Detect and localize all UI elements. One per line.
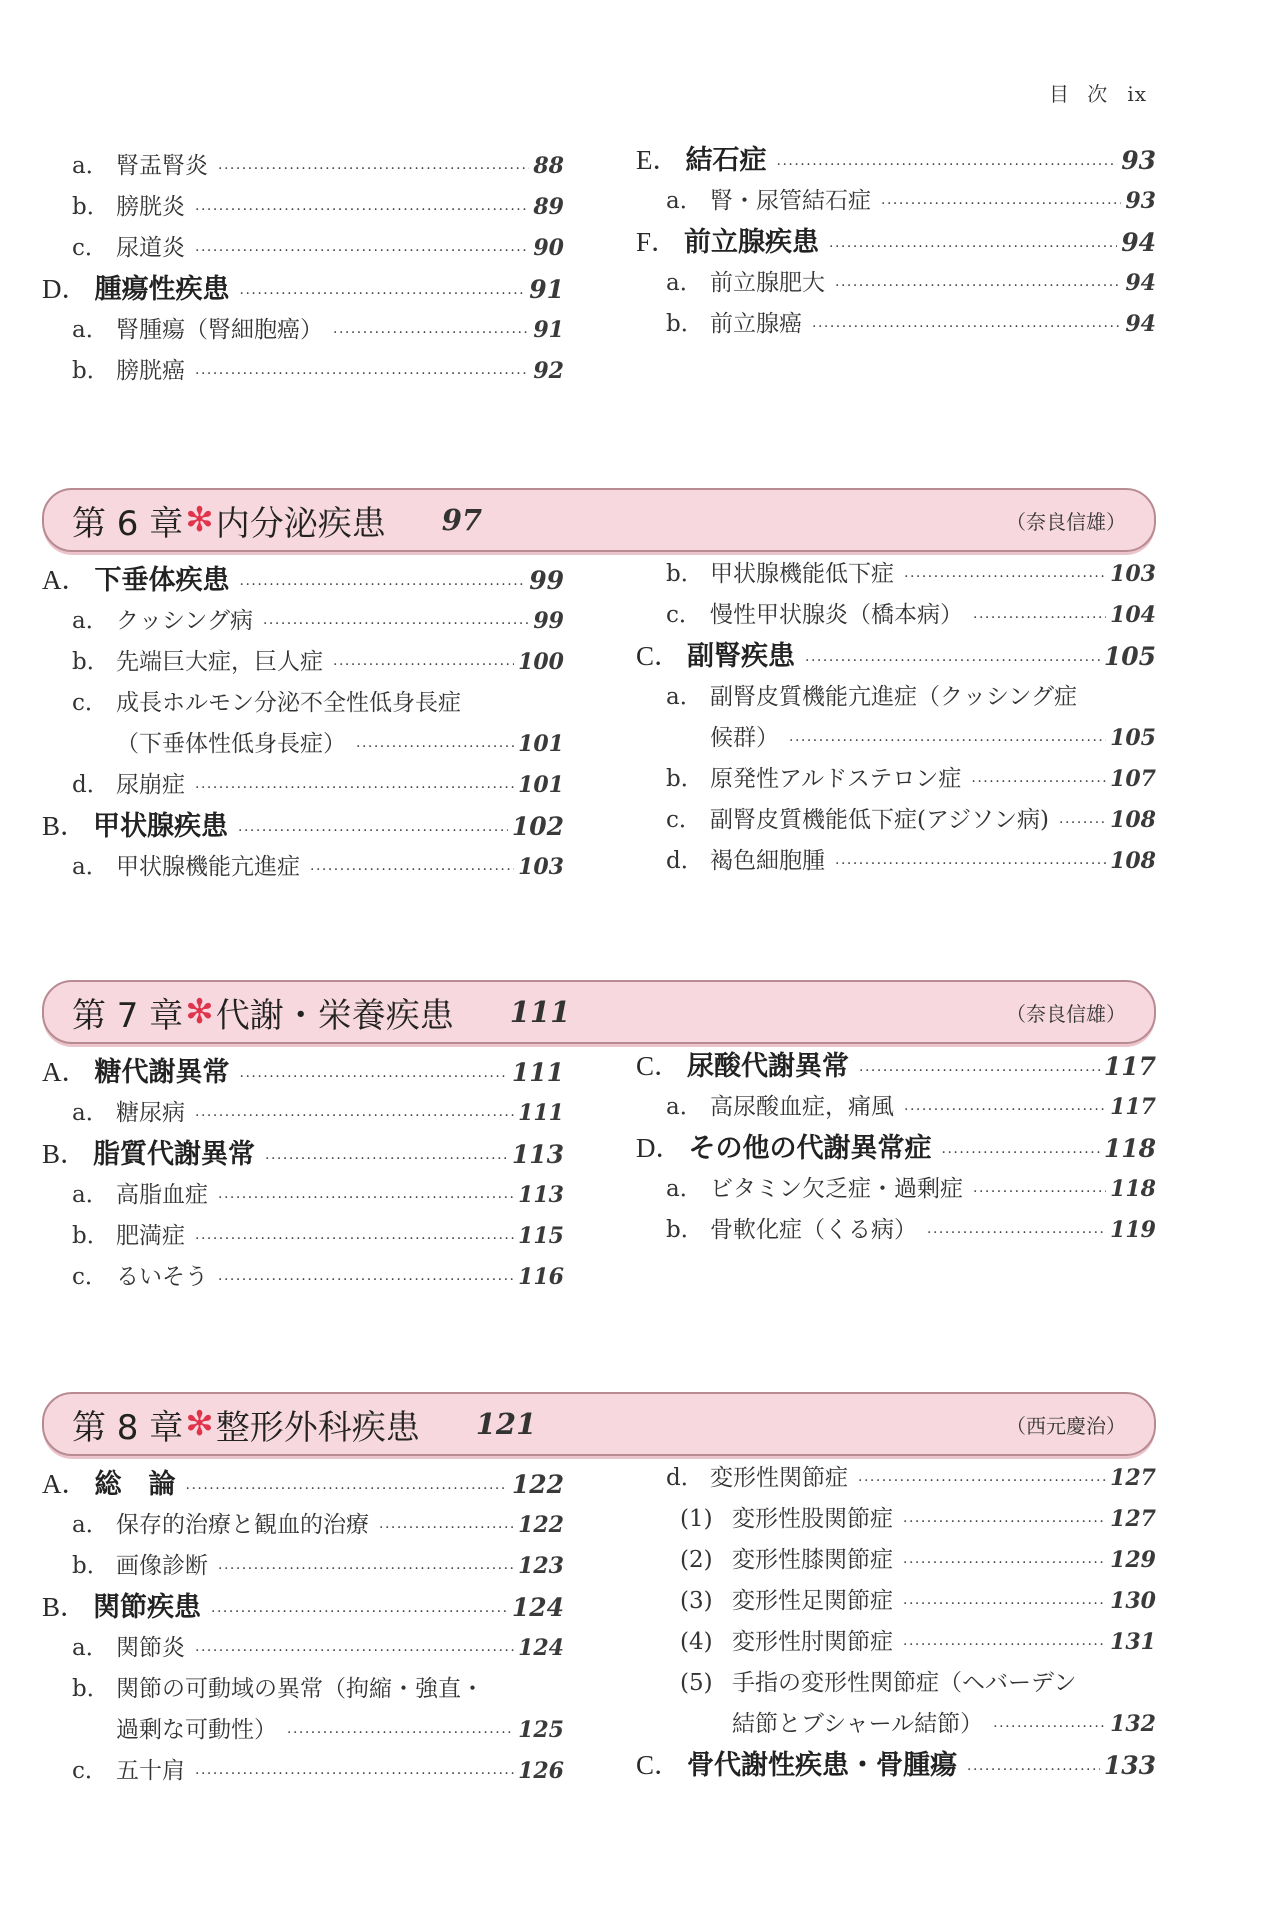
toc-section-entry[interactable]: [42, 806, 564, 847]
entry-label: a．: [72, 608, 109, 634]
entry-title: 下垂体疾患: [94, 565, 230, 596]
toc-subsection-entry[interactable]: [42, 146, 564, 187]
asterisk-icon: ✻: [185, 500, 214, 540]
entry-label: B．: [42, 1139, 88, 1169]
chapter-7-banner: [42, 980, 1156, 1044]
dot-leader: [805, 641, 1100, 682]
entry-title: （下垂体性低身長症）: [116, 731, 346, 757]
toc-subsection-entry[interactable]: [636, 677, 1156, 718]
entry-title: 骨代謝性疾患・骨腫瘍: [687, 1750, 958, 1781]
toc-subsection-entry[interactable]: [42, 1257, 564, 1298]
dot-leader: [1059, 803, 1106, 844]
entry-title: 腎・尿管結石症: [710, 188, 871, 214]
entry-title: 成長ホルモン分泌不全性低身長症: [116, 690, 461, 716]
entry-title: 甲状腺機能低下症: [710, 561, 894, 587]
page-number: 129: [1110, 1547, 1156, 1573]
running-header: [1049, 78, 1147, 107]
entry-label: a．: [72, 153, 109, 179]
page-number: 108: [1110, 848, 1156, 874]
toc-subsection-entry[interactable]: [42, 1175, 564, 1216]
toc-section-entry[interactable]: [42, 269, 564, 310]
chapter-number: 第 8 章: [72, 1407, 184, 1448]
dot-leader: [904, 557, 1106, 598]
toc-subsection-entry[interactable]: [42, 601, 564, 642]
page-number: 94: [1121, 228, 1156, 257]
page-number: 111: [511, 1058, 564, 1087]
entry-title: 関節炎: [116, 1635, 185, 1661]
dot-leader: [287, 1713, 514, 1754]
page-number: 118: [1110, 1176, 1156, 1202]
entry-title: 尿酸代謝異常: [687, 1051, 850, 1082]
entry-label: b．: [72, 194, 110, 220]
entry-label: E．: [636, 145, 680, 175]
toc-column-right: [636, 1046, 1156, 1251]
entry-title: 変形性肘関節症: [732, 1629, 893, 1655]
toc-subsection-entry[interactable]: [42, 1669, 564, 1710]
dot-leader: [379, 1508, 514, 1549]
page-number: 127: [1110, 1465, 1156, 1491]
page-number: 91: [533, 317, 564, 343]
entry-title: 先端巨大症，巨人症: [116, 649, 323, 675]
entry-label: c．: [666, 602, 702, 628]
dot-leader: [265, 1139, 508, 1180]
entry-label: b．: [666, 561, 704, 587]
entry-title: 前立腺疾患: [684, 227, 820, 258]
chapter-number: 第 6 章: [72, 503, 184, 544]
entry-title: クッシング病: [116, 608, 253, 634]
page-number: 104: [1110, 602, 1156, 628]
page-number: 122: [511, 1470, 564, 1499]
toc-subsection-entry[interactable]: [42, 765, 564, 806]
page-number: 124: [511, 1593, 564, 1622]
toc-subsection-entry[interactable]: [636, 1622, 1156, 1663]
toc-subsection-entry[interactable]: [42, 1751, 564, 1792]
entry-label: A．: [42, 1057, 89, 1087]
entry-title: 甲状腺機能亢進症: [116, 854, 300, 880]
entry-label: a．: [72, 1100, 109, 1126]
chapter-title: 代謝・栄養疾患: [215, 995, 454, 1036]
entry-label: B．: [42, 1592, 88, 1622]
page-number: 105: [1103, 642, 1156, 671]
page-number: 113: [511, 1140, 564, 1169]
entry-label: c．: [72, 1264, 108, 1290]
toc-subsection-entry[interactable]: [636, 1087, 1156, 1128]
toc-subsection-entry[interactable]: [42, 847, 564, 888]
page-number: 93: [1125, 188, 1156, 214]
entry-title: 副腎皮質機能低下症(アジソン病): [710, 807, 1050, 833]
dot-leader: [211, 1592, 508, 1633]
entry-title: 結節とブシャール結節）: [732, 1711, 984, 1737]
entry-title: 五十肩: [116, 1758, 185, 1784]
page-number: 103: [1110, 561, 1156, 587]
entry-title: ビタミン欠乏症・過剰症: [710, 1176, 963, 1202]
toc-subsection-entry[interactable]: [42, 1505, 564, 1546]
entry-title: 画像診断: [116, 1553, 208, 1579]
entry-label: b．: [72, 649, 110, 675]
entry-title: 変形性膝関節症: [732, 1547, 893, 1573]
page-number: 125: [518, 1717, 564, 1743]
entry-label: (4): [680, 1629, 713, 1655]
entry-label: (2): [680, 1547, 713, 1573]
page-number: 99: [533, 608, 564, 634]
entry-label: b．: [666, 311, 704, 337]
dot-leader: [927, 1213, 1106, 1254]
dot-leader: [973, 1172, 1106, 1213]
toc-subsection-entry[interactable]: [636, 1169, 1156, 1210]
entry-label: A．: [42, 1469, 89, 1499]
entry-title: 変形性関節症: [710, 1465, 848, 1491]
toc-subsection-entry[interactable]: [42, 1628, 564, 1669]
chapter-title: 内分泌疾患: [215, 503, 386, 544]
toc-section-entry[interactable]: [636, 1046, 1156, 1087]
entry-title: その他の代謝異常症: [688, 1133, 932, 1164]
dot-leader: [881, 184, 1121, 225]
dot-leader: [356, 727, 514, 768]
entry-label: D．: [636, 1133, 683, 1163]
page-number: 92: [533, 358, 564, 384]
entry-title: 変形性足関節症: [732, 1588, 893, 1614]
asterisk-icon: ✻: [185, 992, 214, 1032]
page-number: 108: [1110, 807, 1156, 833]
page-number: 123: [518, 1553, 564, 1579]
chapter-page: 121: [475, 1407, 537, 1441]
toc-subsection-entry[interactable]: [636, 554, 1156, 595]
page-number: 126: [518, 1758, 564, 1784]
toc-column-left: [42, 1052, 564, 1298]
dot-leader: [812, 307, 1121, 348]
toc-subsection-entry[interactable]: [636, 759, 1156, 800]
toc-column-left: [42, 146, 564, 392]
entry-label: (5): [680, 1670, 713, 1696]
dot-leader: [789, 721, 1106, 762]
entry-title: 高脂血症: [116, 1182, 208, 1208]
entry-title: 膀胱炎: [116, 194, 185, 220]
page-number: 101: [518, 772, 564, 798]
entry-label: b．: [72, 358, 110, 384]
chapter-author: （奈良信雄）: [1006, 1001, 1126, 1026]
entry-label: c．: [666, 807, 702, 833]
page-number: 115: [518, 1223, 564, 1249]
page-number: 88: [533, 153, 564, 179]
toc-column-right: [636, 140, 1156, 345]
entry-title: 候群）: [710, 725, 779, 751]
entry-title: 関節疾患: [93, 1592, 202, 1623]
entry-label: C．: [636, 1051, 682, 1081]
toc-subsection-entry[interactable]: [636, 1210, 1156, 1251]
toc-subsection-entry[interactable]: [42, 228, 564, 269]
toc-subsection-entry[interactable]: [636, 1704, 1156, 1745]
chapter-title: 整形外科疾患: [215, 1407, 420, 1448]
page-number: 127: [1110, 1506, 1156, 1532]
page-number: 107: [1110, 766, 1156, 792]
toc-subsection-entry[interactable]: [636, 1581, 1156, 1622]
page-number: 117: [1110, 1094, 1156, 1120]
toc-column-right: [636, 1458, 1156, 1786]
toc-subsection-entry[interactable]: [636, 1458, 1156, 1499]
entry-label: (3): [680, 1588, 713, 1614]
header-label: 目 次: [1048, 82, 1114, 106]
toc-subsection-entry[interactable]: [42, 1546, 564, 1587]
entry-title: 尿崩症: [116, 772, 185, 798]
entry-label: b．: [666, 1217, 704, 1243]
dot-leader: [195, 231, 529, 272]
dot-leader: [942, 1133, 1100, 1174]
toc-subsection-entry[interactable]: [42, 1216, 564, 1257]
dot-leader: [195, 1219, 514, 1260]
entry-label: b．: [666, 766, 704, 792]
entry-title: 副腎疾患: [687, 641, 796, 672]
toc-subsection-entry[interactable]: [636, 1663, 1156, 1704]
dot-leader: [333, 645, 514, 686]
entry-label: b．: [72, 1553, 110, 1579]
entry-title: 副腎皮質機能亢進症（クッシング症: [710, 684, 1077, 710]
entry-title: るいそう: [116, 1264, 208, 1290]
page-number: 113: [518, 1182, 564, 1208]
header-page-number: ix: [1127, 82, 1147, 106]
toc-subsection-entry[interactable]: [42, 1710, 564, 1751]
page-number: 90: [533, 235, 564, 261]
entry-label: a．: [666, 1094, 703, 1120]
dot-leader: [858, 1461, 1106, 1502]
entry-label: a．: [666, 188, 703, 214]
page-number: 122: [518, 1512, 564, 1538]
entry-title: 尿道炎: [116, 235, 185, 261]
entry-title: 前立腺肥大: [710, 270, 825, 296]
dot-leader: [186, 1469, 508, 1510]
dot-leader: [904, 1090, 1106, 1131]
dot-leader: [218, 1178, 514, 1219]
entry-label: a．: [72, 1512, 109, 1538]
dot-leader: [195, 354, 529, 395]
toc-section-entry[interactable]: [42, 1052, 564, 1093]
entry-label: C．: [636, 1750, 682, 1780]
toc-section-entry[interactable]: [42, 1587, 564, 1628]
page-number: 94: [1125, 270, 1156, 296]
entry-title: 膀胱癌: [116, 358, 185, 384]
page-number: 101: [518, 731, 564, 757]
entry-title: 慢性甲状腺炎（橋本病）: [710, 602, 963, 628]
entry-label: d．: [666, 848, 704, 874]
chapter-page: 111: [509, 995, 571, 1029]
entry-title: 関節の可動域の異常（拘縮・強直・: [116, 1676, 484, 1702]
page-number: 89: [533, 194, 564, 220]
dot-leader: [903, 1584, 1106, 1625]
entry-label: d．: [666, 1465, 704, 1491]
page-number: 124: [518, 1635, 564, 1661]
dot-leader: [218, 1260, 514, 1301]
entry-title: 変形性股関節症: [732, 1506, 893, 1532]
page-number: 118: [1103, 1134, 1156, 1163]
toc-section-entry[interactable]: [636, 1128, 1156, 1169]
entry-label: a．: [72, 1182, 109, 1208]
toc-column-left: [42, 1464, 564, 1792]
entry-title: 糖尿病: [116, 1100, 185, 1126]
entry-label: C．: [636, 641, 682, 671]
chapter-page: 97: [441, 503, 483, 537]
toc-subsection-entry[interactable]: [636, 263, 1156, 304]
entry-title: 保存的治療と観血的治療: [116, 1512, 369, 1538]
entry-title: 総 論: [94, 1469, 176, 1500]
entry-label: a．: [72, 854, 109, 880]
page-number: 119: [1110, 1217, 1156, 1243]
dot-leader: [333, 313, 529, 354]
entry-title: 前立腺癌: [710, 311, 802, 337]
entry-title: 過剰な可動性）: [116, 1717, 277, 1743]
dot-leader: [903, 1543, 1106, 1584]
dot-leader: [967, 1750, 1100, 1791]
entry-label: b．: [72, 1676, 110, 1702]
chapter-author: （奈良信雄）: [1006, 509, 1126, 534]
entry-label: a．: [666, 1176, 703, 1202]
entry-title: 肥満症: [116, 1223, 185, 1249]
entry-title: 結石症: [685, 145, 767, 176]
entry-title: 高尿酸血症，痛風: [710, 1094, 894, 1120]
page-number: 93: [1121, 146, 1156, 175]
chapter-8-banner: [42, 1392, 1156, 1456]
page-number: 116: [518, 1264, 564, 1290]
dot-leader: [971, 762, 1106, 803]
dot-leader: [835, 266, 1121, 307]
entry-label: F．: [636, 227, 679, 257]
page-number: 100: [518, 649, 564, 675]
dot-leader: [195, 190, 529, 231]
dot-leader: [263, 604, 529, 645]
dot-leader: [238, 811, 508, 852]
entry-label: c．: [72, 1758, 108, 1784]
entry-title: 原発性アルドステロン症: [710, 766, 962, 792]
page-number: 131: [1110, 1629, 1156, 1655]
toc-subsection-entry[interactable]: [42, 1093, 564, 1134]
dot-leader: [777, 145, 1118, 186]
entry-title: 腎腫瘍（腎細胞癌）: [116, 317, 323, 343]
dot-leader: [218, 149, 529, 190]
entry-label: a．: [666, 270, 703, 296]
entry-title: 手指の変形性関節症（ヘバーデン: [732, 1670, 1077, 1696]
toc-subsection-entry[interactable]: [636, 800, 1156, 841]
page-number: 117: [1103, 1052, 1156, 1081]
entry-title: 骨軟化症（くる病）: [710, 1217, 917, 1243]
toc-section-entry[interactable]: [636, 140, 1156, 181]
dot-leader: [218, 1549, 514, 1590]
entry-label: a．: [666, 684, 703, 710]
toc-section-entry[interactable]: [42, 1134, 564, 1175]
toc-subsection-entry[interactable]: [636, 841, 1156, 882]
page-number: 94: [1125, 311, 1156, 337]
chapter-author: （西元慶治）: [1006, 1413, 1126, 1438]
entry-label: a．: [72, 317, 109, 343]
dot-leader: [829, 227, 1117, 268]
toc-subsection-entry[interactable]: [42, 642, 564, 683]
dot-leader: [240, 565, 526, 606]
entry-label: B．: [42, 811, 88, 841]
dot-leader: [310, 850, 514, 891]
dot-leader: [240, 1057, 508, 1098]
entry-label: c．: [72, 690, 108, 716]
dot-leader: [903, 1625, 1106, 1666]
toc-subsection-entry[interactable]: [42, 187, 564, 228]
dot-leader: [195, 768, 514, 809]
toc-subsection-entry[interactable]: [636, 1499, 1156, 1540]
toc-section-entry[interactable]: [42, 560, 564, 601]
entry-title: 褐色細胞腫: [710, 848, 825, 874]
entry-title: 甲状腺疾患: [93, 811, 229, 842]
dot-leader: [973, 598, 1106, 639]
dot-leader: [993, 1707, 1106, 1748]
toc-column-right: [636, 554, 1156, 882]
entry-label: A．: [42, 565, 89, 595]
toc-column-left: [42, 560, 564, 888]
toc-subsection-entry[interactable]: [42, 683, 564, 724]
toc-subsection-entry[interactable]: [636, 718, 1156, 759]
toc-section-entry[interactable]: [636, 222, 1156, 263]
entry-label: d．: [72, 772, 110, 798]
dot-leader: [240, 274, 526, 315]
entry-title: 腫瘍性疾患: [94, 274, 230, 305]
toc-subsection-entry[interactable]: [636, 181, 1156, 222]
chapter-number: 第 7 章: [72, 995, 184, 1036]
dot-leader: [903, 1502, 1106, 1543]
dot-leader: [195, 1754, 514, 1795]
chapter-6-banner: [42, 488, 1156, 552]
toc-subsection-entry[interactable]: [636, 595, 1156, 636]
entry-label: D．: [42, 274, 89, 304]
page-number: 132: [1110, 1711, 1156, 1737]
page-number: 133: [1103, 1751, 1156, 1780]
toc-section-entry[interactable]: [42, 1464, 564, 1505]
asterisk-icon: ✻: [185, 1404, 214, 1444]
dot-leader: [195, 1631, 514, 1672]
page-number: 103: [518, 854, 564, 880]
page-number: 111: [518, 1100, 564, 1126]
entry-title: 脂質代謝異常: [93, 1139, 256, 1170]
entry-title: 糖代謝異常: [94, 1057, 230, 1088]
toc-section-entry[interactable]: [636, 636, 1156, 677]
entry-title: 腎盂腎炎: [116, 153, 208, 179]
toc-section-entry[interactable]: [636, 1745, 1156, 1786]
toc-subsection-entry[interactable]: [42, 310, 564, 351]
page-number: 130: [1110, 1588, 1156, 1614]
toc-subsection-entry[interactable]: [636, 304, 1156, 345]
page-number: 105: [1110, 725, 1156, 751]
entry-label: b．: [72, 1223, 110, 1249]
toc-subsection-entry[interactable]: [42, 724, 564, 765]
dot-leader: [195, 1096, 514, 1137]
toc-subsection-entry[interactable]: [636, 1540, 1156, 1581]
dot-leader: [859, 1051, 1100, 1092]
page-number: 91: [529, 275, 564, 304]
toc-subsection-entry[interactable]: [42, 351, 564, 392]
page-number: 99: [529, 566, 564, 595]
entry-label: c．: [72, 235, 108, 261]
entry-label: a．: [72, 1635, 109, 1661]
dot-leader: [835, 844, 1106, 885]
page-number: 102: [511, 812, 564, 841]
entry-label: (1): [680, 1506, 713, 1532]
